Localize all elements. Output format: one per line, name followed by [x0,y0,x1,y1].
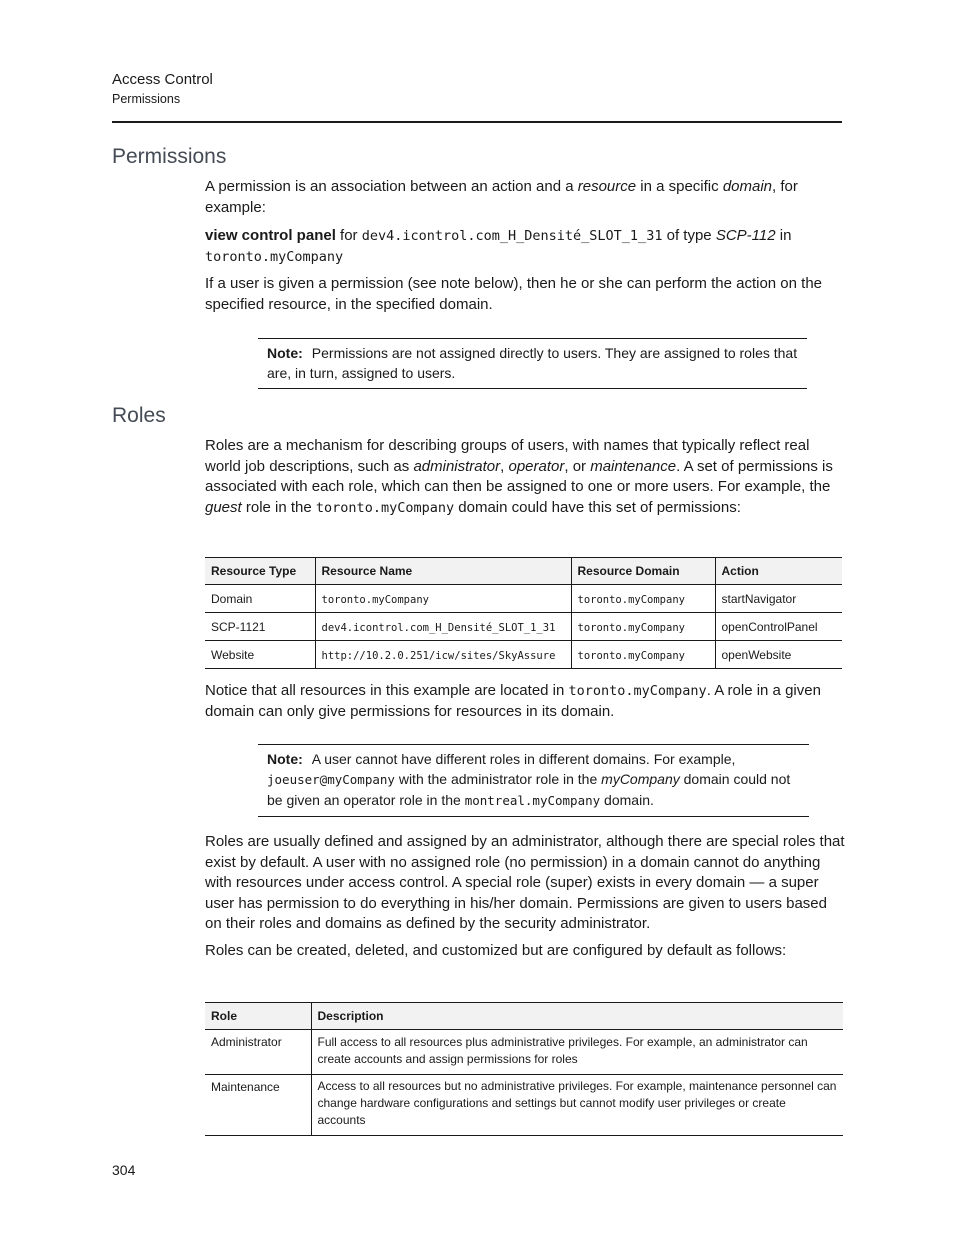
header-divider [112,121,842,123]
table-cell: dev4.icontrol.com_H_Densité_SLOT_1_31 [315,613,571,641]
table-cell: Full access to all resources plus administrative privileges. For example, an administrator can create accounts and assign permissions for roles [311,1030,843,1075]
table-row [205,613,842,641]
table-cell: openWebsite [715,641,842,669]
table-row [205,585,842,613]
table-cell: startNavigator [715,585,842,613]
running-header-chapter: Access Control [112,71,213,88]
permission-example: view control panel for dev4.icontrol.com_H_Densité_SLOT_1_31 of type SCP-112 in toronto.myCompany [205,227,792,265]
column-header: Resource Type [205,558,315,585]
roles-intro-paragraph: Roles are a mechanism for describing groups of users, with names that typically reflect real world job descriptions, such as administrator, operator, or maintenance. A set of permissions is associated with each role, which can then be assigned to one or more users. For example, the guest role in the toronto.myCompany domain could have this set of permissions: [205,437,833,516]
permissions-note [258,338,807,389]
default-roles-table [205,1002,843,1136]
table-cell: http://10.2.0.251/icw/sites/SkyAssure [315,641,571,669]
table-cell: toronto.myCompany [571,613,715,641]
table-row [205,1075,843,1136]
roles-default-paragraph: Roles are usually defined and assigned by an administrator, although there are special roles that exist by default. A user with no assigned role (no permission) in a domain cannot do anything with resources under access control. A special role (super) exists in every domain — a super user has permission to do everything in his/her domain. Permissions are given to users based on their roles and domains as defined by the security administrator. [205,833,845,932]
permissions-heading: Permissions [112,145,227,168]
column-header: Action [715,558,842,585]
column-header: Resource Domain [571,558,715,585]
table-header-row [205,558,842,585]
table-row [205,1030,843,1075]
column-header: Resource Name [315,558,571,585]
running-header-section: Permissions [112,92,181,106]
permissions-intro-paragraph: A permission is an association between an action and a resource in a specific domain, for example: [205,178,798,216]
table-cell: Access to all resources but no administrative privileges. For example, maintenance personnel can change hardware configurations and settings but cannot modify user privileges or create accounts [311,1075,843,1136]
permissions-explanation-paragraph: If a user is given a permission (see note below), then he or she can perform the action on the specified resource, in the specified domain. [205,275,823,313]
roles-config-paragraph: Roles can be created, deleted, and customized but are configured by default as follows: [205,942,787,959]
table-cell: Administrator [205,1030,311,1075]
table-cell: Domain [205,585,315,613]
table-cell: toronto.myCompany [315,585,571,613]
table-cell: SCP-1121 [205,613,315,641]
table-cell: Maintenance [205,1075,311,1136]
table-row [205,641,842,669]
roles-domain-paragraph: Notice that all resources in this example are located in toronto.myCompany. A role in a given domain can only give permissions for resources in its domain. [205,682,821,720]
column-header: Description [311,1003,843,1030]
table-cell: toronto.myCompany [571,585,715,613]
column-header: Role [205,1003,311,1030]
roles-heading: Roles [112,404,166,427]
table-cell: openControlPanel [715,613,842,641]
table-cell: Website [205,641,315,669]
page-number: 304 [112,1162,136,1178]
note-text: Permissions are not assigned directly to users. They are assigned to roles that are, in turn, assigned to users. [267,345,798,381]
table-header-row [205,1003,843,1030]
roles-note: Note: A user cannot have different roles in different domains. For example, joeuser@myCompany with the administrator role in the myCompany domain could not be given an operator role in the montreal.myCompany domain. [258,744,809,817]
note-label: Note: [267,751,303,767]
table-cell: toronto.myCompany [571,641,715,669]
note-label: Note: [267,345,303,361]
guest-permissions-table [205,557,842,669]
